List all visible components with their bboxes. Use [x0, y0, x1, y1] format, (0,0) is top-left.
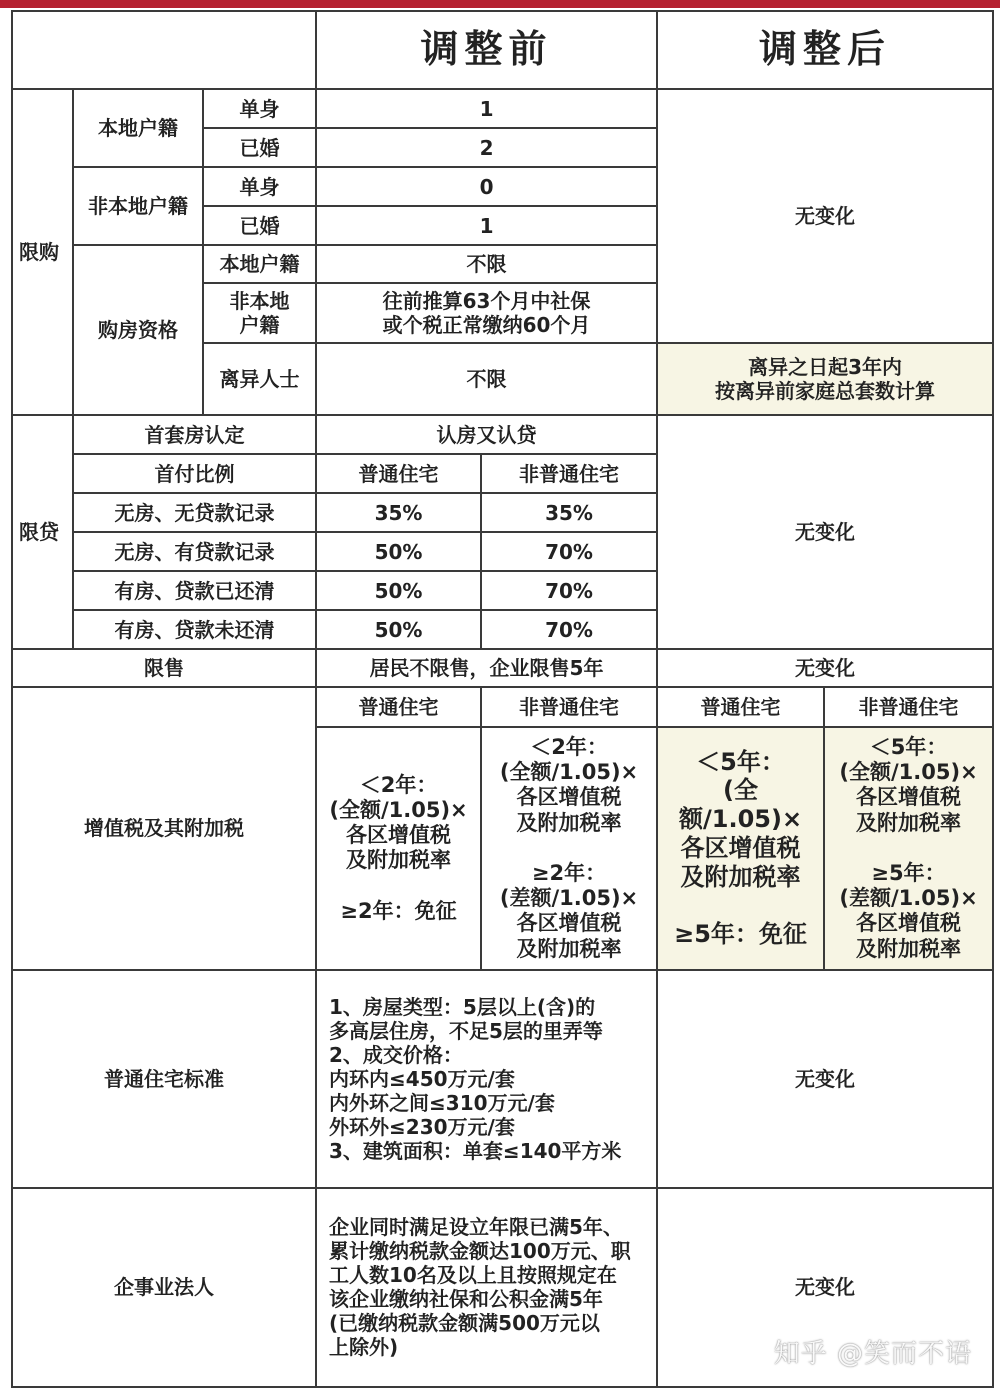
nonlocal-single-value: 0	[316, 167, 657, 206]
dp-row-ordinary: 50%	[316, 571, 481, 610]
xiandai-after: 无变化	[657, 415, 993, 649]
standard-before: 1、房屋类型：5层以上(含)的 多高层住房，不足5层的里弄等 2、成交价格： 内环内≤450万元/套 内外环之间≤310万元/套 外环外≤230万元/套 3、建筑面积：单套≤140平方米	[316, 970, 657, 1188]
xianshou-after: 无变化	[657, 649, 993, 687]
elig-nonlocal-label: 非本地 户籍	[203, 283, 316, 343]
header-before: 调整前	[316, 11, 657, 89]
dp-row-label: 有房、贷款未还清	[73, 610, 316, 649]
policy-comparison-table	[11, 10, 994, 1388]
dp-row-ordinary: 50%	[316, 532, 481, 571]
xiangou-after: 无变化	[657, 89, 993, 343]
header-after: 调整后	[657, 11, 993, 89]
dp-row-label: 无房、有贷款记录	[73, 532, 316, 571]
xianshou-label: 限售	[12, 649, 316, 687]
dp-row-ordinary: 35%	[316, 493, 481, 532]
local-single-label: 单身	[203, 89, 316, 128]
xiangou-after-divorced: 离异之日起3年内 按离异前家庭总套数计算	[657, 343, 993, 415]
header-row	[12, 11, 993, 89]
top-color-bar	[0, 0, 1000, 8]
eligibility-label: 购房资格	[73, 245, 203, 415]
dp-row-label: 无房、无贷款记录	[73, 493, 316, 532]
first-home-label: 首套房认定	[73, 415, 316, 454]
legal-before: 企业同时满足设立年限已满5年、 累计缴纳税款金额达100万元、职 工人数10名及以上且按照规定在 该企业缴纳社保和公积金满5年 (已缴纳税款金额满500万元以 上除外)	[316, 1188, 657, 1387]
local-married-value: 2	[316, 128, 657, 167]
xianshou-before: 居民不限售，企业限售5年	[316, 649, 657, 687]
standard-after: 无变化	[657, 970, 993, 1188]
dp-row-nonordinary: 70%	[481, 532, 657, 571]
dp-nonordinary-header: 非普通住宅	[481, 454, 657, 493]
dp-row-nonordinary: 35%	[481, 493, 657, 532]
vat-before-nonordinary-header: 非普通住宅	[481, 687, 657, 727]
vat-before-ordinary-header: 普通住宅	[316, 687, 481, 727]
nonlocal-hukou-label: 非本地户籍	[73, 167, 203, 245]
dp-row-label: 有房、贷款已还清	[73, 571, 316, 610]
nonlocal-married-value: 1	[316, 206, 657, 245]
dp-ordinary-header: 普通住宅	[316, 454, 481, 493]
dp-row-nonordinary: 70%	[481, 571, 657, 610]
elig-nonlocal-value: 往前推算63个月中社保 或个税正常缴纳60个月	[316, 283, 657, 343]
dp-row-ordinary: 50%	[316, 610, 481, 649]
elig-local-label: 本地户籍	[203, 245, 316, 283]
nonlocal-single-label: 单身	[203, 167, 316, 206]
vat-label: 增值税及其附加税	[12, 687, 316, 969]
zhihu-watermark: 知乎 @笑而不语	[773, 1339, 972, 1369]
local-married-label: 已婚	[203, 128, 316, 167]
xiangou-label: 限购	[12, 89, 73, 415]
dp-row-nonordinary: 70%	[481, 610, 657, 649]
elig-local-value: 不限	[316, 245, 657, 283]
vat-after-nonordinary: ＜5年： (全额/1.05)× 各区增值税 及附加税率 ≥5年： (差额/1.05)× 各区增值税 及附加税率	[824, 727, 993, 969]
legal-after: 无变化	[657, 1188, 993, 1387]
legal-label: 企事业法人	[12, 1188, 316, 1387]
standard-label: 普通住宅标准	[12, 970, 316, 1188]
local-single-value: 1	[316, 89, 657, 128]
vat-before-nonordinary: ＜2年： (全额/1.05)× 各区增值税 及附加税率 ≥2年： (差额/1.05)× 各区增值税 及附加税率	[481, 727, 657, 969]
down-payment-label: 首付比例	[73, 454, 316, 493]
vat-after-nonordinary-header: 非普通住宅	[824, 687, 993, 727]
first-home-value: 认房又认贷	[316, 415, 657, 454]
vat-after-ordinary-header: 普通住宅	[657, 687, 824, 727]
vat-after-ordinary: ＜5年： (全额/1.05)× 各区增值税 及附加税率 ≥5年：免征	[657, 727, 824, 969]
vat-before-ordinary: ＜2年： (全额/1.05)× 各区增值税 及附加税率 ≥2年：免征	[316, 727, 481, 969]
elig-divorced-value: 不限	[316, 343, 657, 415]
header-corner	[12, 11, 316, 89]
nonlocal-married-label: 已婚	[203, 206, 316, 245]
xiandai-label: 限贷	[12, 415, 73, 649]
elig-divorced-label: 离异人士	[203, 343, 316, 415]
local-hukou-label: 本地户籍	[73, 89, 203, 167]
